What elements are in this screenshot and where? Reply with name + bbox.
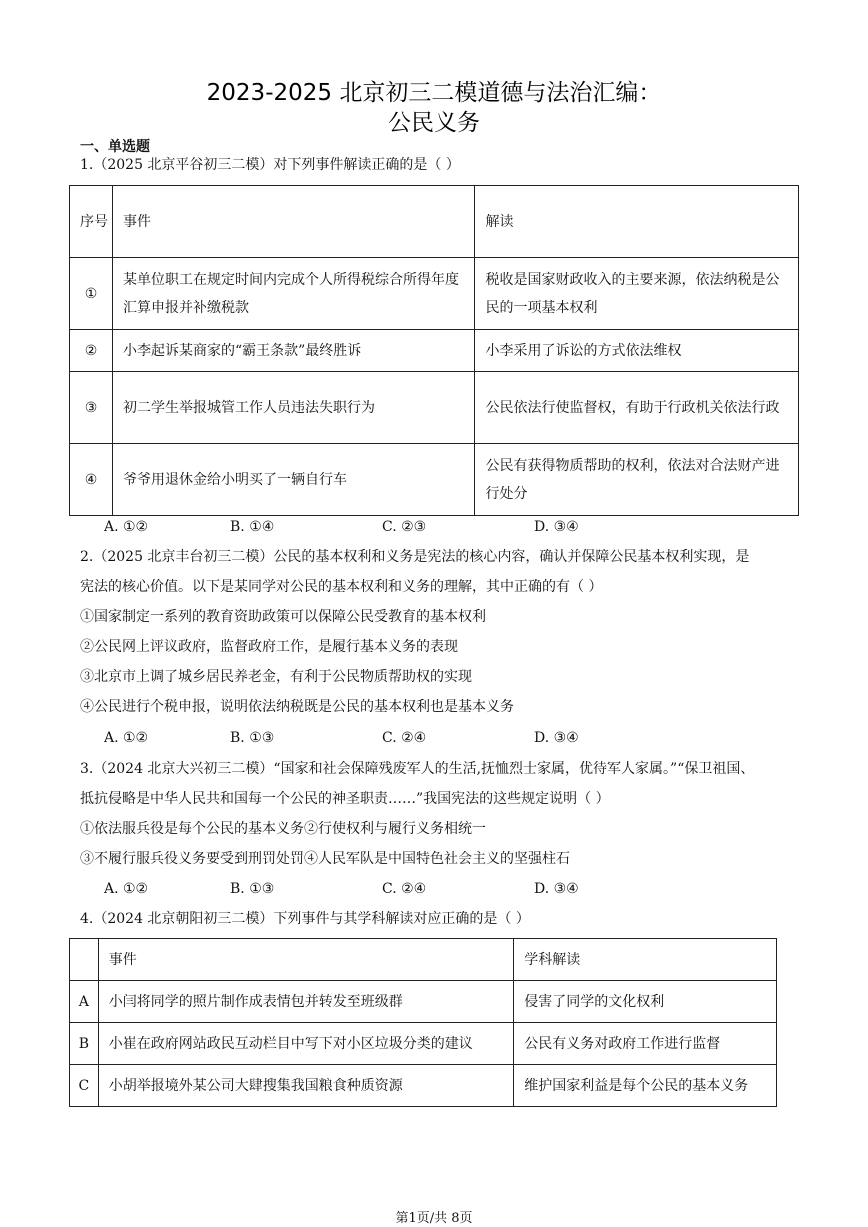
reading-cell: 维护国家利益是每个公民的基本义务 — [514, 1065, 777, 1107]
header-cell: 学科解读 — [514, 939, 777, 981]
event-cell: 小胡举报境外某公司大肆搜集我国粮食种质资源 — [98, 1065, 514, 1107]
q2-item: ①国家制定一系列的教育资助政策可以保障公民受教育的基本权利 — [80, 609, 486, 625]
section-heading: 一、单选题 — [80, 139, 150, 155]
table-header-row — [70, 186, 799, 258]
option-c[interactable]: C. ②③ — [382, 519, 427, 535]
row-label: C — [70, 1065, 99, 1107]
row-label: A — [70, 981, 99, 1023]
option-b[interactable]: B. ①③ — [230, 881, 275, 897]
document-title: 2023-2025 北京初三二模道德与法治汇编： — [206, 80, 662, 106]
header-cell: 事件 — [98, 939, 514, 981]
option-d[interactable]: D. ③④ — [534, 519, 579, 535]
document-subtitle: 公民义务 — [388, 110, 480, 136]
row-number: ③ — [70, 372, 113, 444]
q3-item: ③不履行服兵役义务要受到刑罚处罚④人民军队是中国特色社会主义的坚强柱石 — [80, 851, 570, 867]
table-row — [70, 258, 799, 330]
q4-table — [69, 938, 777, 1107]
q3-stem-line2: 抵抗侵略是中华人民共和国每一个公民的神圣职责……”我国宪法的这些规定说明（ ） — [80, 791, 610, 807]
page-number: 第1页/共 8页 — [395, 1211, 473, 1226]
row-number: ④ — [70, 444, 113, 516]
event-cell: 某单位职工在规定时间内完成个人所得税综合所得年度汇算申报并补缴税款 — [112, 258, 474, 330]
reading-cell: 公民依法行使监督权，有助于行政机关依法行政 — [475, 372, 799, 444]
table-row — [70, 444, 799, 516]
header-cell: 事件 — [112, 186, 474, 258]
table-row — [70, 372, 799, 444]
q2-stem-line1: 2.（2025 北京丰台初三二模）公民的基本权利和义务是宪法的核心内容，确认并保障公民基本权利实现，是 — [80, 549, 750, 565]
row-number: ① — [70, 258, 113, 330]
option-a[interactable]: A. ①② — [104, 519, 149, 535]
q1-stem: 1.（2025 北京平谷初三二模）对下列事件解读正确的是（ ） — [80, 157, 460, 173]
option-b[interactable]: B. ①④ — [230, 519, 275, 535]
table-header-row — [70, 939, 777, 981]
event-cell: 初二学生举报城管工作人员违法失职行为 — [112, 372, 474, 444]
row-number: ② — [70, 330, 113, 372]
table-row — [70, 1065, 777, 1107]
table-row — [70, 330, 799, 372]
reading-cell: 公民有义务对政府工作进行监督 — [514, 1023, 777, 1065]
option-d[interactable]: D. ③④ — [534, 730, 579, 746]
reading-cell: 公民有获得物质帮助的权利，依法对合法财产进行处分 — [475, 444, 799, 516]
reading-cell: 侵害了同学的文化权利 — [514, 981, 777, 1023]
table-row — [70, 1023, 777, 1065]
header-cell: 序号 — [70, 186, 113, 258]
header-cell — [70, 939, 99, 981]
event-cell: 小李起诉某商家的“霸王条款”最终胜诉 — [112, 330, 474, 372]
header-cell: 解读 — [475, 186, 799, 258]
reading-cell: 小李采用了诉讼的方式依法维权 — [475, 330, 799, 372]
option-b[interactable]: B. ①③ — [230, 730, 275, 746]
q1-table — [69, 185, 799, 516]
event-cell: 爷爷用退休金给小明买了一辆自行车 — [112, 444, 474, 516]
q2-stem-line2: 宪法的核心价值。以下是某同学对公民的基本权利和义务的理解，其中正确的有（ ） — [80, 579, 603, 595]
reading-cell: 税收是国家财政收入的主要来源，依法纳税是公民的一项基本权利 — [475, 258, 799, 330]
table-row — [70, 981, 777, 1023]
q2-item: ③北京市上调了城乡居民养老金，有利于公民物质帮助权的实现 — [80, 669, 472, 685]
q3-item: ①依法服兵役是每个公民的基本义务②行使权利与履行义务相统一 — [80, 821, 486, 837]
q3-stem-line1: 3.（2024 北京大兴初三二模）“国家和社会保障残废军人的生活,抚恤烈士家属，优待军人家属。”“保卫祖国、 — [80, 761, 755, 777]
option-d[interactable]: D. ③④ — [534, 881, 579, 897]
event-cell: 小崔在政府网站政民互动栏目中写下对小区垃圾分类的建议 — [98, 1023, 514, 1065]
option-a[interactable]: A. ①② — [104, 881, 149, 897]
option-a[interactable]: A. ①② — [104, 730, 149, 746]
q2-item: ④公民进行个税申报，说明依法纳税既是公民的基本权利也是基本义务 — [80, 699, 514, 715]
q4-stem: 4.（2024 北京朝阳初三二模）下列事件与其学科解读对应正确的是（ ） — [80, 911, 530, 927]
option-c[interactable]: C. ②④ — [382, 730, 427, 746]
event-cell: 小闫将同学的照片制作成表情包并转发至班级群 — [98, 981, 514, 1023]
row-label: B — [70, 1023, 99, 1065]
option-c[interactable]: C. ②④ — [382, 881, 427, 897]
q2-item: ②公民网上评议政府，监督政府工作，是履行基本义务的表现 — [80, 639, 458, 655]
